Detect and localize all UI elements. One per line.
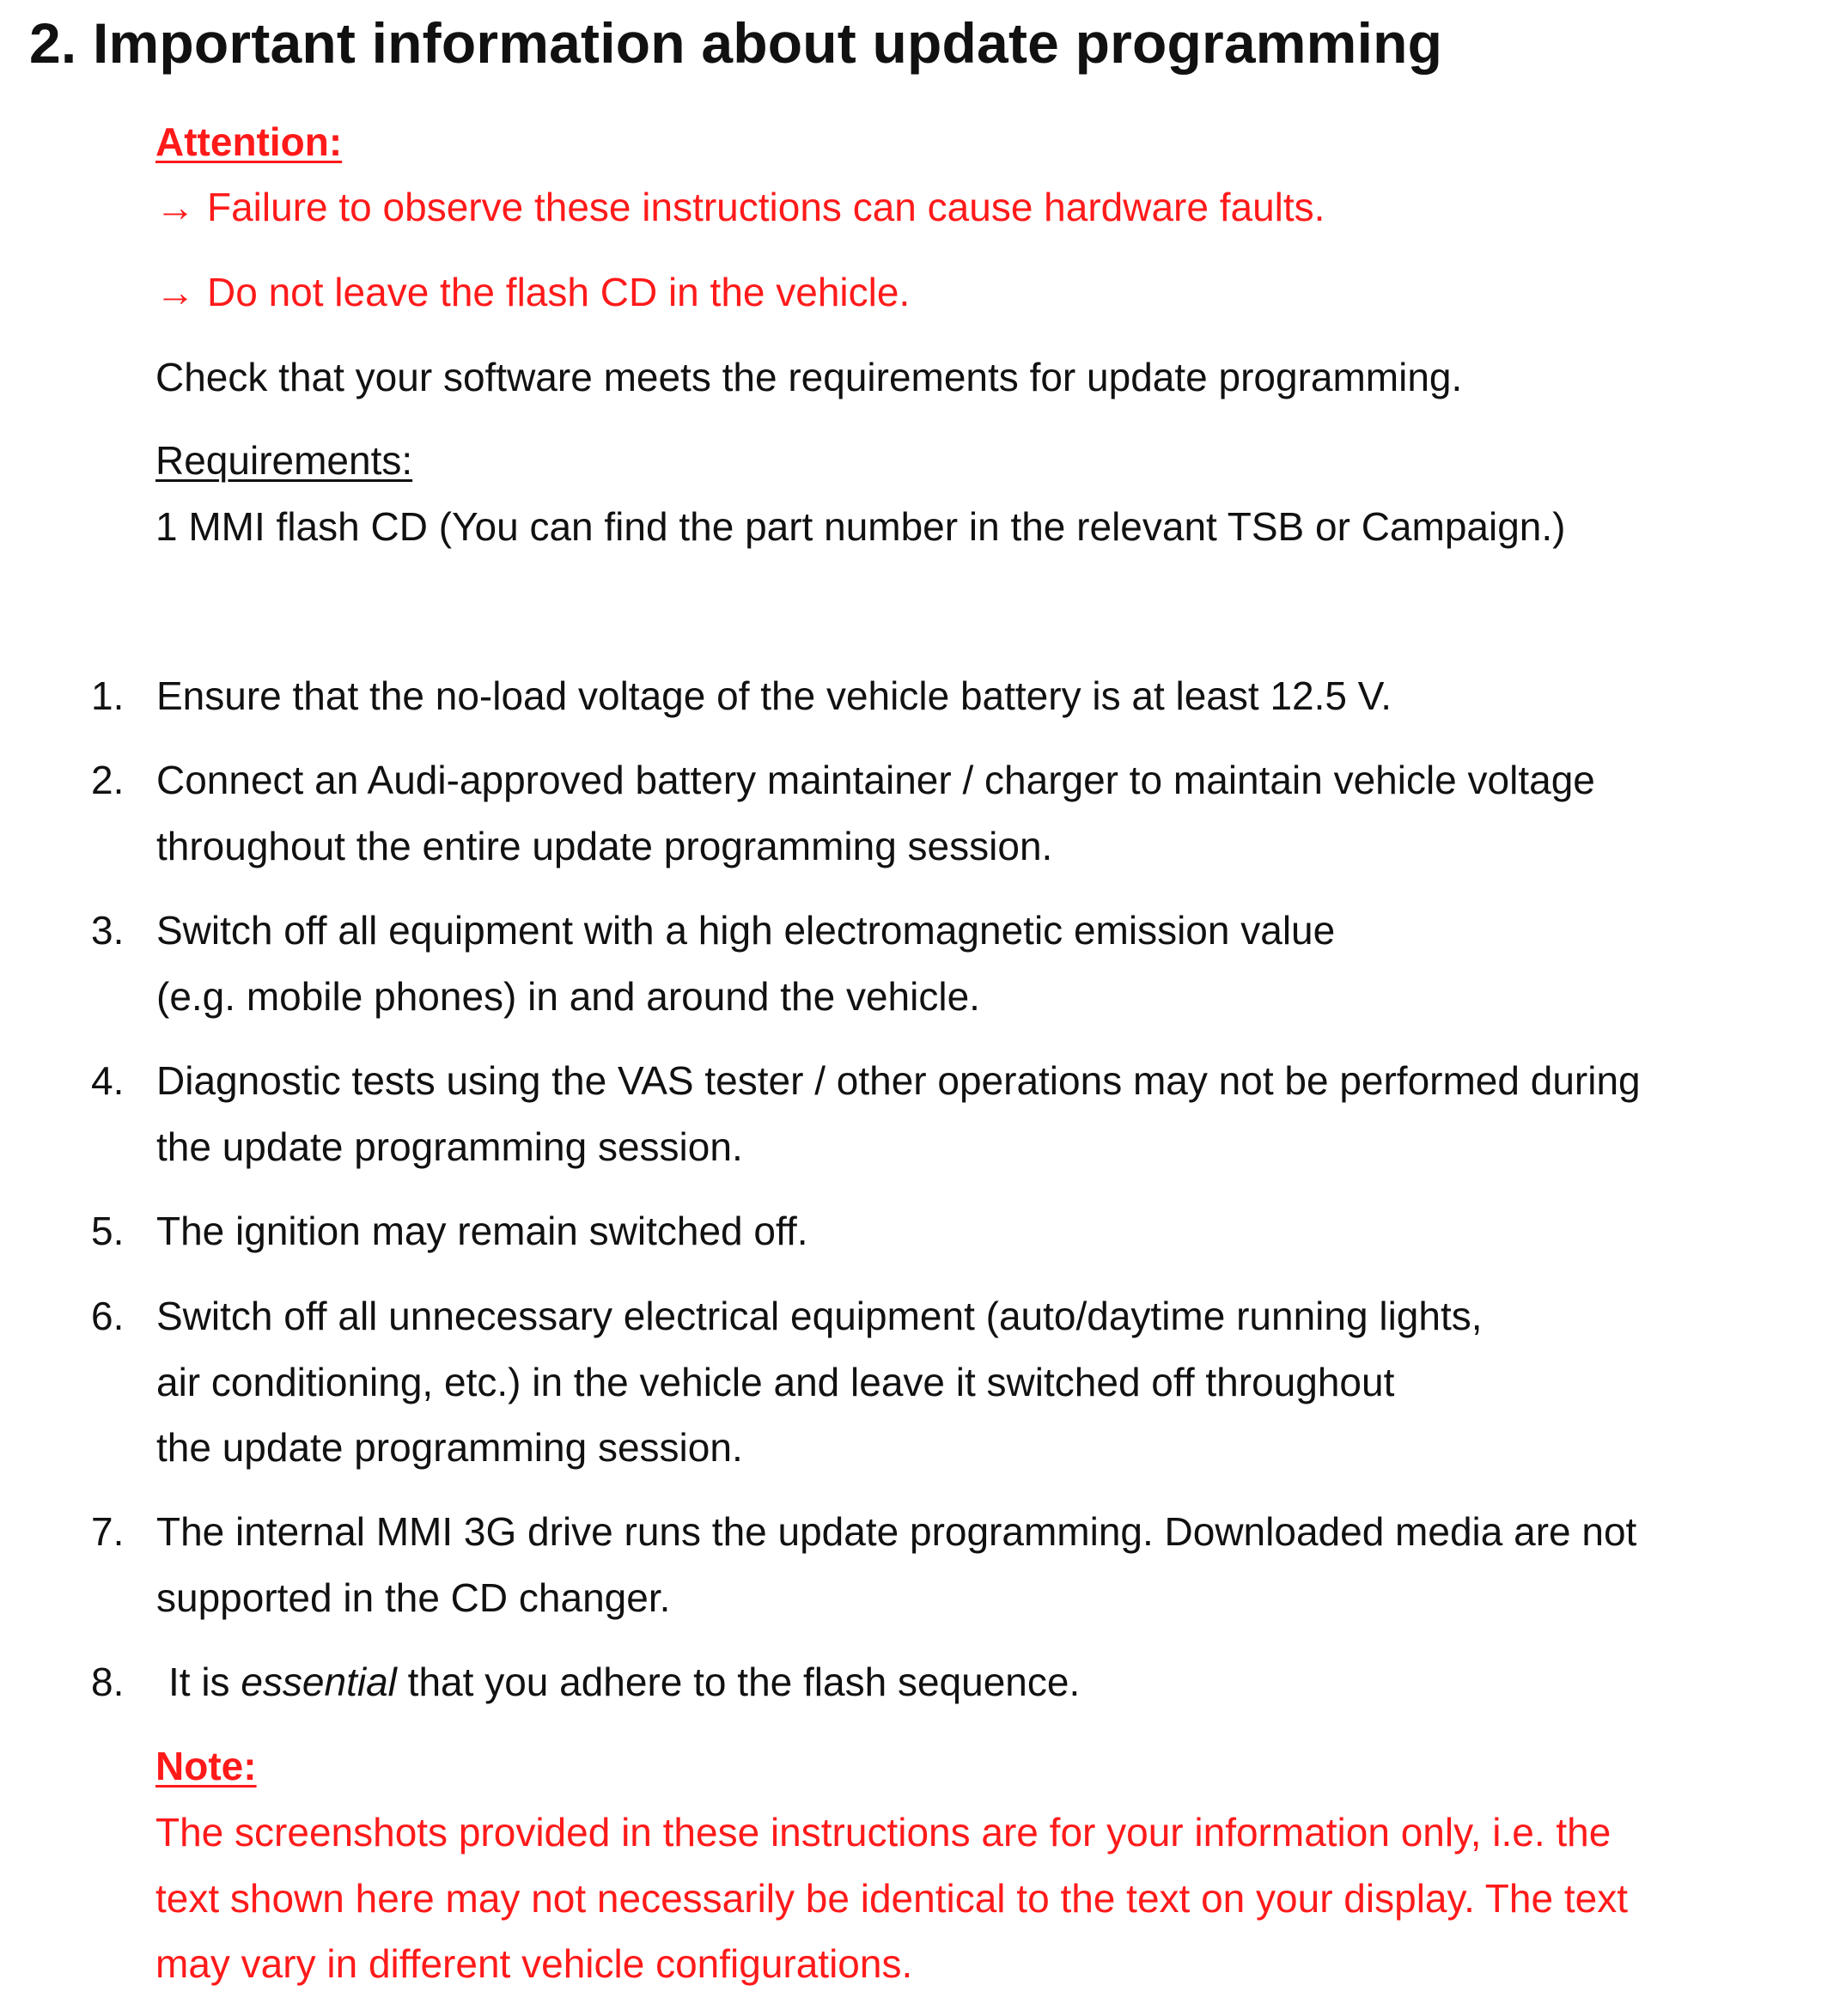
note-text-line: may vary in different vehicle configurations.: [155, 1941, 913, 1986]
list-item-number: 6.: [91, 1294, 125, 1338]
list-item-number: 3.: [91, 908, 125, 953]
list-item-text: Ensure that the no-load voltage of the vehicle battery is at least 12.5 V.: [156, 673, 1392, 718]
arrow-right-icon: →: [155, 185, 195, 229]
requirements-label: Requirements:: [155, 438, 413, 483]
list-item-text: Connect an Audi-approved battery maintainer / charger to maintain vehicle voltage: [156, 758, 1595, 802]
step-8-prefix: It is: [168, 1660, 241, 1704]
attention-label: Attention:: [155, 119, 343, 164]
list-item-text: [168, 1657, 1080, 1707]
list-item-text: the update programming session.: [156, 1124, 743, 1169]
list-item-text: The ignition may remain switched off.: [156, 1209, 808, 1253]
note-label: Note:: [155, 1744, 257, 1788]
arrow-right-icon: →: [155, 270, 195, 314]
list-item-number: 8.: [91, 1660, 125, 1704]
note-text-line: text shown here may not necessarily be identical to the text on your display. The text: [155, 1876, 1628, 1921]
list-item-text: The internal MMI 3G drive runs the update programming. Downloaded media are not: [156, 1509, 1637, 1554]
list-item-text: the update programming session.: [156, 1425, 743, 1470]
list-item-number: 2.: [91, 758, 125, 802]
warning-2-text: Do not leave the flash CD in the vehicle.: [207, 270, 911, 314]
list-item-text: air conditioning, etc.) in the vehicle and leave it switched off throughout: [156, 1360, 1395, 1404]
section-heading: 2. Important information about update programming: [29, 11, 1443, 75]
warning-1-text: Failure to observe these instructions can cause hardware faults.: [207, 185, 1325, 229]
step-8-emphasis: essential: [241, 1660, 397, 1704]
requirements-item: 1 MMI flash CD (You can find the part number in the relevant TSB or Campaign.): [155, 504, 1566, 549]
list-item-text: Diagnostic tests using the VAS tester / other operations may not be performed during: [156, 1058, 1641, 1103]
list-item-number: 7.: [91, 1509, 125, 1554]
step-8-suffix: that you adhere to the flash sequence.: [396, 1660, 1081, 1704]
list-item-text: supported in the CD changer.: [156, 1575, 671, 1620]
list-item-text: throughout the entire update programming session.: [156, 824, 1053, 868]
list-item-number: 5.: [91, 1209, 125, 1253]
list-item-number: 4.: [91, 1058, 125, 1103]
list-item-text: Switch off all equipment with a high electromagnetic emission value: [156, 908, 1336, 953]
warning-1: [155, 182, 1325, 232]
warning-2: [155, 267, 910, 317]
check-text: Check that your software meets the requirements for update programming.: [155, 355, 1463, 399]
list-item-number: 1.: [91, 673, 125, 718]
list-item-text: Switch off all unnecessary electrical equipment (auto/daytime running lights,: [156, 1294, 1483, 1338]
list-item-text: (e.g. mobile phones) in and around the vehicle.: [156, 974, 980, 1019]
note-text-line: The screenshots provided in these instructions are for your information only, i.e. the: [155, 1810, 1611, 1855]
